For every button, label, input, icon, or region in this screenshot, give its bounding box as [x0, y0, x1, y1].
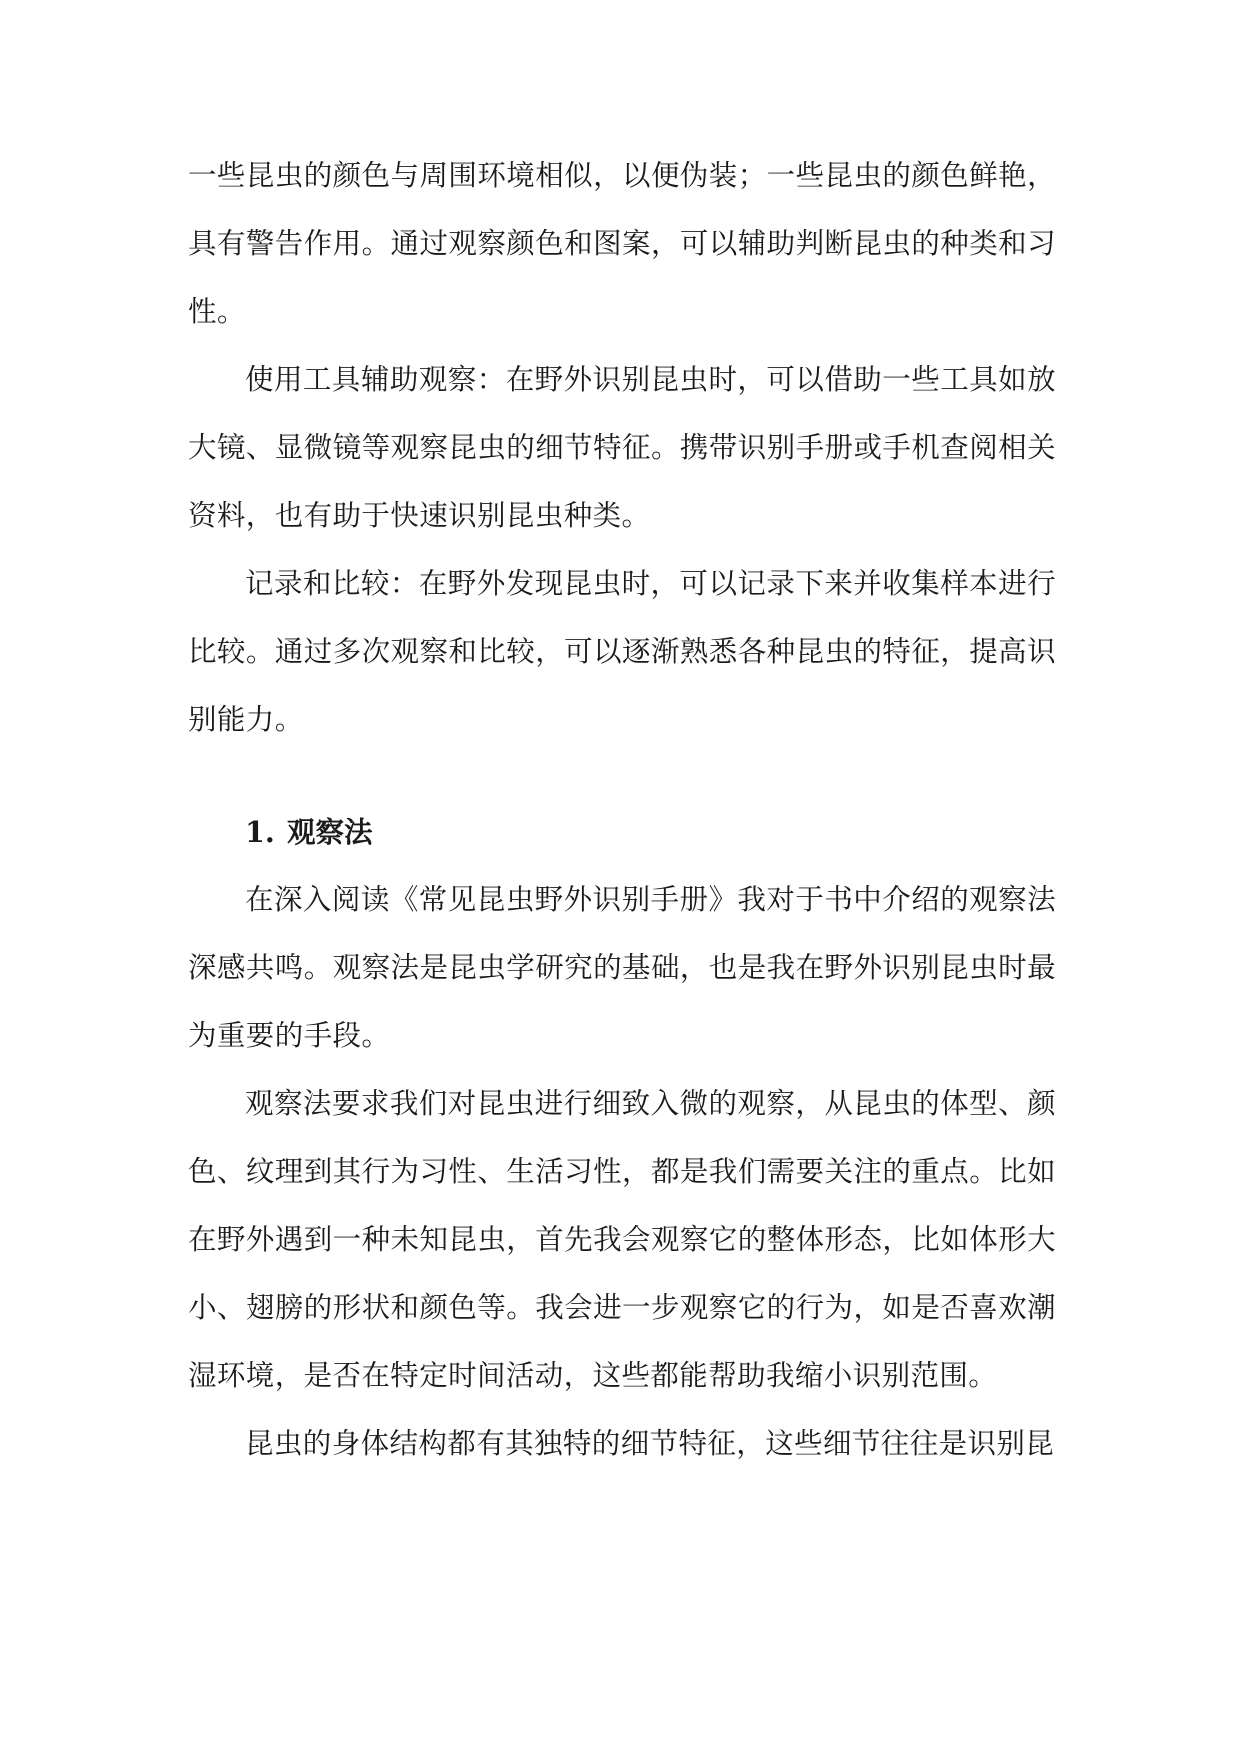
- paragraph-record-and-compare: 记录和比较：在野外发现昆虫时，可以记录下来并收集样本进行比较。通过多次观察和比较，可以逐渐熟悉各种昆虫的特征，提高识别能力。: [188, 567, 1056, 736]
- section-number: 1.: [245, 815, 275, 849]
- paragraph-body-structure: 昆虫的身体结构都有其独特的细节特征，这些细节往往是识别昆: [245, 1427, 1055, 1460]
- paragraph-observation-intro: 在深入阅读《常见昆虫野外识别手册》我对于书中介绍的观察法深感共鸣。观察法是昆虫学研究的基础，也是我在野外识别昆虫时最为重要的手段。: [188, 883, 1056, 1052]
- paragraph-color-camouflage: 一些昆虫的颜色与周围环境相似，以便伪装；一些昆虫的颜色鲜艳，具有警告作用。通过观察颜色和图案，可以辅助判断昆虫的种类和习性。: [188, 159, 1056, 328]
- section-heading: [188, 798, 1056, 866]
- section-title: 观察法: [287, 815, 373, 849]
- paragraph-tool-assisted-observation: 使用工具辅助观察：在野外识别昆虫时，可以借助一些工具如放大镜、显微镜等观察昆虫的细节特征。携带识别手册或手机查阅相关资料，也有助于快速识别昆虫种类。: [188, 363, 1056, 532]
- page-content: [188, 142, 1056, 1478]
- paragraph-observation-details: 观察法要求我们对昆虫进行细致入微的观察，从昆虫的体型、颜色、纹理到其行为习性、生活习性，都是我们需要关注的重点。比如在野外遇到一种未知昆虫，首先我会观察它的整体形态，比如体形大小、翅膀的形状和颜色等。我会进一步观察它的行为，如是否喜欢潮湿环境，是否在特定时间活动，这些都能帮助我缩小识别范围。: [188, 1087, 1056, 1392]
